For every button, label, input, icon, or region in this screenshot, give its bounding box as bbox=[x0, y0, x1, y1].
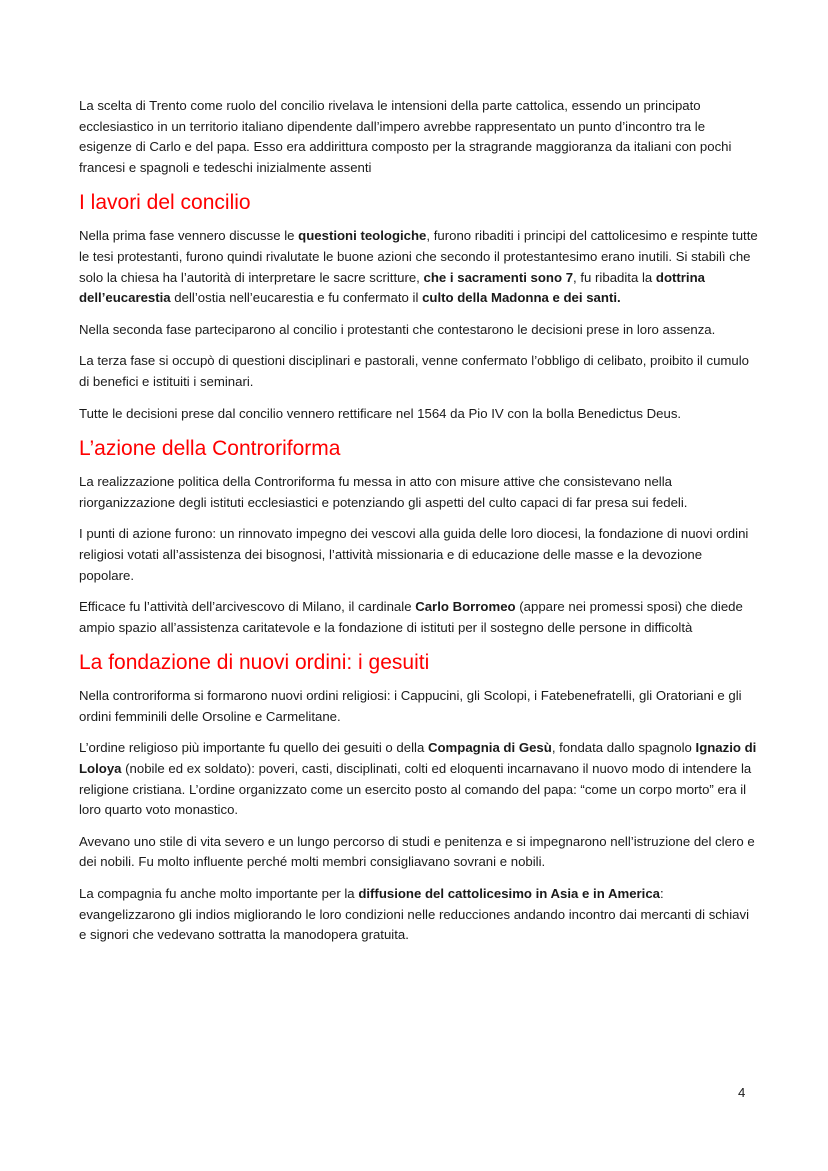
bold-questioni-teologiche: questioni teologiche bbox=[298, 228, 427, 244]
bold-compagnia-di-gesu: Compagnia di Gesù bbox=[427, 740, 552, 756]
lavori-paragraph-3: La terza fase si occupò di questioni disciplinari e pastorali, venne confermato l’obbligo di celibato, proibito il cumulo di benefici e istituiti i seminari. bbox=[79, 353, 750, 389]
lavori-paragraph-2: Nella seconda fase parteciparono al concilio i protestanti che contestarono le decisioni prese in loro assenza. bbox=[79, 321, 716, 337]
gesuiti-paragraph-3: Avevano uno stile di vita severo e un lungo percorso di studi e penitenza e si impegnarono nell’istruzione del clero e dei nobili. Fu molto influente perché molti membri consigliavano sovrani e nobili. bbox=[79, 833, 755, 870]
bold-diffusione-cattolicesimo: diffusione del cattolicesimo in Asia e in America bbox=[358, 886, 660, 902]
intro-paragraph: La scelta di Trento come ruolo del concilio rivelava le intensioni della parte cattolica, essendo un principato ecclesiastico in un territorio italiano dipendente dall’impero avrebbe rappresentato un punto d’incontro tra le esigenze di Carlo e del papa. Esso era addirittura composto per la stragrande maggioranza da italiani con pochi francesi e spagnoli e tedeschi inizialmente assenti bbox=[79, 98, 732, 175]
bold-ignazio-di-loloya: Ignazio di Loloya bbox=[79, 740, 757, 777]
section-heading-gesuiti: La fondazione di nuovi ordini: i gesuiti bbox=[79, 651, 430, 675]
section-heading-lavori: I lavori del concilio bbox=[79, 191, 251, 215]
lavori-paragraph-4: Tutte le decisioni prese dal concilio vennero rettificare nel 1564 da Pio IV con la bolla Benedictus Deus. bbox=[79, 405, 682, 421]
azione-paragraph-1: La realizzazione politica della Controriforma fu messa in atto con misure attive che consistevano nella riorganizzazione degli istituti ecclesiastici e potenziando gli aspetti del culto capaci di far presa sui fedeli. bbox=[79, 474, 688, 510]
bold-culto-madonna: culto della Madonna e dei santi. bbox=[422, 290, 621, 306]
azione-paragraph-2: I punti di azione furono: un rinnovato impegno dei vescovi alla guida delle loro diocesi, la fondazione di nuovi ordini religiosi votati all’assistenza dei bisognosi, l’attività missionaria e di educazione delle masse e la devozione popolare. bbox=[79, 526, 749, 583]
document-page bbox=[79, 96, 759, 957]
azione-paragraph-3: Efficace fu l’attività dell’arcivescovo di Milano, il cardinale Carlo Borromeo (appare nei promessi sposi) che diede ampio spazio all’assistenza caritatevole e la fondazione di istituti per il sostegno delle persone in difficoltà bbox=[79, 599, 743, 635]
section-heading-azione: L’azione della Controriforma bbox=[79, 437, 341, 461]
bold-dottrina-eucarestia: dottrina dell’eucarestia bbox=[79, 269, 705, 306]
gesuiti-paragraph-4: La compagnia fu anche molto importante per la diffusione del cattolicesimo in Asia e in America: evangelizzarono gli indios migliorando le loro condizioni nelle reducciones andando incontro dai mercanti di schiavi e signori che vedevano sottratta la manodopera gratuita. bbox=[79, 886, 750, 943]
gesuiti-paragraph-1: Nella controriforma si formarono nuovi ordini religiosi: i Cappucini, gli Scolopi, i Fatebenefratelli, gli Oratoriani e gli ordini femminili delle Orsoline e Carmelitane. bbox=[79, 688, 742, 724]
lavori-paragraph-1: Nella prima fase vennero discusse le questioni teologiche, furono ribaditi i principi del cattolicesimo e respinte tutte le tesi protestanti, furono quindi rivalutate le buone azioni che secondo il protestantesimo erano inutili. Si stabilì che solo la chiesa ha l’autorità di interpretare le sacre scritture, che i sacramenti sono 7, fu ribadita la dottrina dell’eucarestia dell’ostia nell’eucarestia e fu confermato il culto della Madonna e dei santi. bbox=[79, 228, 758, 306]
gesuiti-paragraph-2: L’ordine religioso più importante fu quello dei gesuiti o della Compagnia di Gesù, fondata dallo spagnolo Ignazio di Loloya (nobile ed ex soldato): poveri, casti, disciplinati, colti ed eloquenti incarnavano il nuovo modo di intendere la religione cristiana. L’ordine organizzato come un esercito posto al comando del papa: “come un corpo morto” era il loro quarto voto monastico. bbox=[79, 740, 757, 818]
bold-carlo-borromeo: Carlo Borromeo bbox=[415, 599, 516, 615]
bold-sacramenti: che i sacramenti sono 7 bbox=[423, 269, 574, 285]
page-number: 4 bbox=[738, 1085, 746, 1100]
